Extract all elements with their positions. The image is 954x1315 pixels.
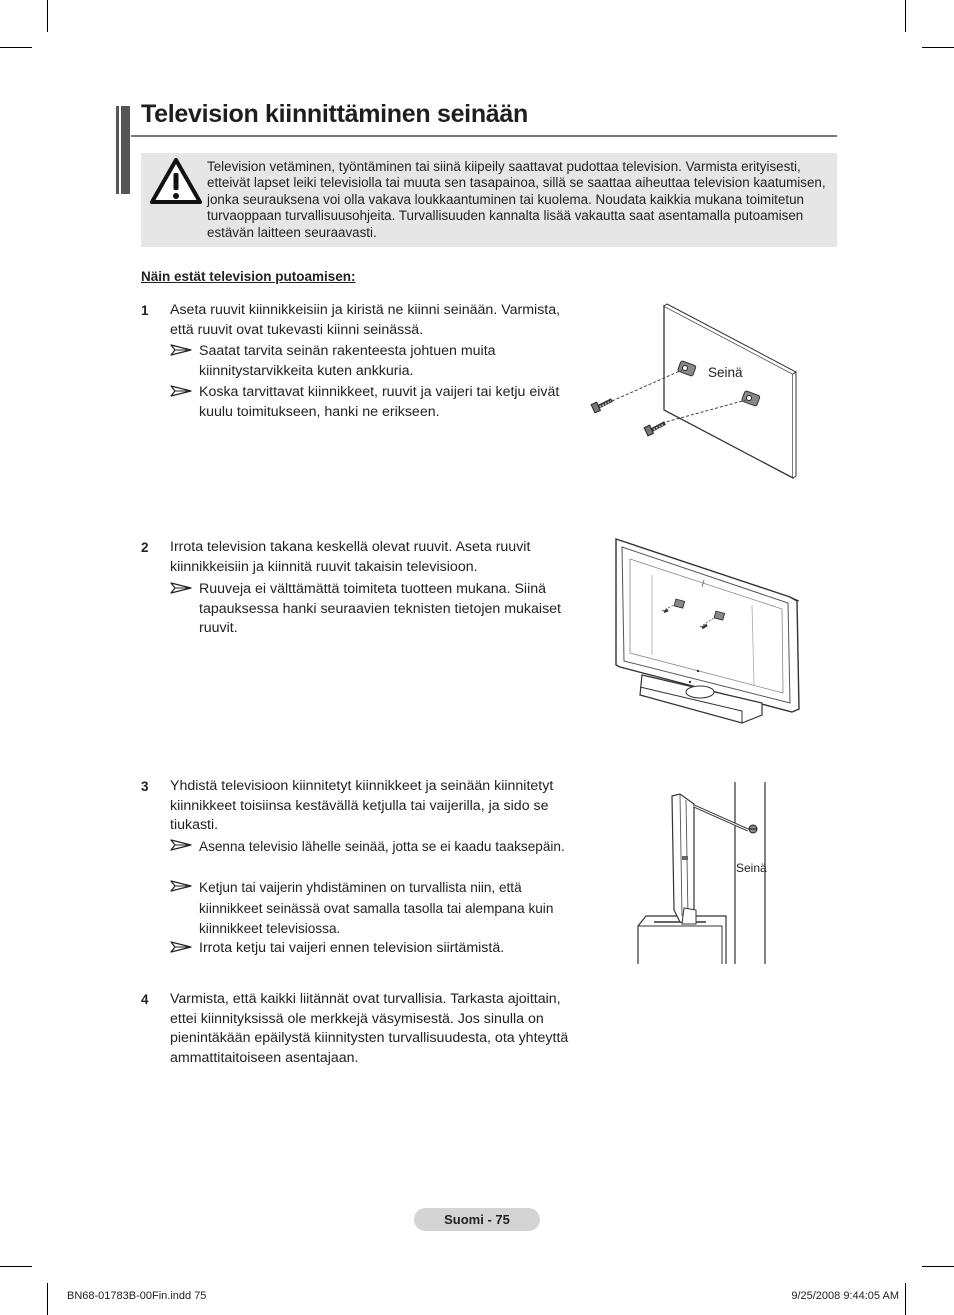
step-number: 4 [141, 992, 149, 1007]
step-text: Yhdistä televisioon kiinnitetyt kiinnikkeet ja seinään kiinnitetyt kiinnikkeet toisiinsa kestävällä ketjulla tai vaijerilla, ja sido se tiukasti. [170, 778, 554, 833]
step-number: 1 [141, 303, 149, 318]
tv-rear-illustration [612, 535, 807, 730]
section-subheading: Näin estät television putoamisen: [141, 269, 356, 284]
crop-mark [922, 47, 954, 48]
screw-icon [591, 400, 612, 413]
note-text: Ketjun tai vaijerin yhdistäminen on turvallista niin, että kiinnikkeet seinässä ovat samalla tasolla tai alempana kuin kiinnikkeet televisiossa. [199, 880, 554, 936]
crop-mark [905, 0, 906, 32]
wall-label: Seinä [736, 861, 767, 875]
wall-bracket-icon [749, 825, 757, 833]
crop-mark [905, 1283, 906, 1315]
arrow-note-icon [170, 940, 192, 954]
crop-mark [922, 1266, 954, 1267]
note-text: Koska tarvittavat kiinnikkeet, ruuvit ja vaijeri tai ketju eivät kuulu toimitukseen, hanki ne erikseen. [199, 384, 560, 420]
arrow-note-icon [170, 879, 192, 893]
title-rule [131, 135, 837, 137]
file-slug: BN68-01783B-00Fin.indd 75 [67, 1290, 207, 1302]
step-text: Varmista, että kaikki liitännät ovat turvallisia. Tarkasta ajoittain, ettei kiinnityksissä ole merkkejä väsymisestä. Jos sinulla on pienintäkään epäilystä kiinnitysten turvallisuudesta, ota yhteyttä ammattitaitoiseen asentajaan. [170, 991, 569, 1066]
wall-label: Seinä [708, 365, 743, 380]
warning-triangle-icon [149, 157, 203, 205]
warning-text: Television vetäminen, työntäminen tai siinä kiipeily saattavat pudottaa television. Varmista erityisesti, etteivät lapset leiki televisiolla tai muuta sen tasapainoa, sillä se saattaa aiheuttaa television kaatumisen, jonka seurauksena voi olla vakava loukkaantuminen tai kuolema. Noudata kaikkia mukana toimitetun turvaoppaan turvallisuusohjeita. Turvallisuuden kannalta lisää vakautta saat asentamalla putoamisen estävän laitteen seuraavasti. [207, 159, 826, 240]
tv-side-wall-illustration [636, 780, 771, 965]
page-number-badge: Suomi - 75 [414, 1208, 540, 1231]
warning-box [141, 153, 837, 247]
step-text: Aseta ruuvit kiinnikkeisiin ja kiristä ne kiinni seinään. Varmista, että ruuvit ovat tukevasti kiinni seinässä. [170, 302, 561, 338]
wall-bracket-illustration [590, 300, 800, 485]
note-text: Asenna televisio lähelle seinää, jotta se ei kaadu taaksepäin. [199, 839, 565, 854]
screw-icon [644, 423, 665, 436]
step-text: Irrota television takana keskellä olevat ruuvit. Aseta ruuvit kiinnikkeisiin ja kiinnitä ruuvit takaisin televisioon. [170, 539, 531, 575]
step-number: 3 [141, 779, 149, 794]
step-number: 2 [141, 540, 149, 555]
note-text: Irrota ketju tai vaijeri ennen television siirtämistä. [199, 940, 505, 956]
crop-mark [47, 0, 48, 32]
arrow-note-icon [170, 581, 192, 595]
arrow-note-icon [170, 838, 192, 852]
crop-mark [0, 1266, 32, 1267]
arrow-note-icon [170, 384, 192, 398]
crop-mark [47, 1283, 48, 1315]
note-text: Ruuveja ei välttämättä toimiteta tuotteen mukana. Siinä tapauksessa hanki seuraavien teknisten tietojen mukaiset ruuvit. [199, 581, 561, 636]
arrow-note-icon [170, 343, 192, 357]
page-title: Television kiinnittäminen seinään [141, 100, 528, 128]
note-text: Saatat tarvita seinän rakenteesta johtuen muita kiinnitystarvikkeita kuten ankkuria. [199, 343, 496, 379]
print-timestamp: 9/25/2008 9:44:05 AM [791, 1290, 899, 1302]
crop-mark [0, 47, 32, 48]
